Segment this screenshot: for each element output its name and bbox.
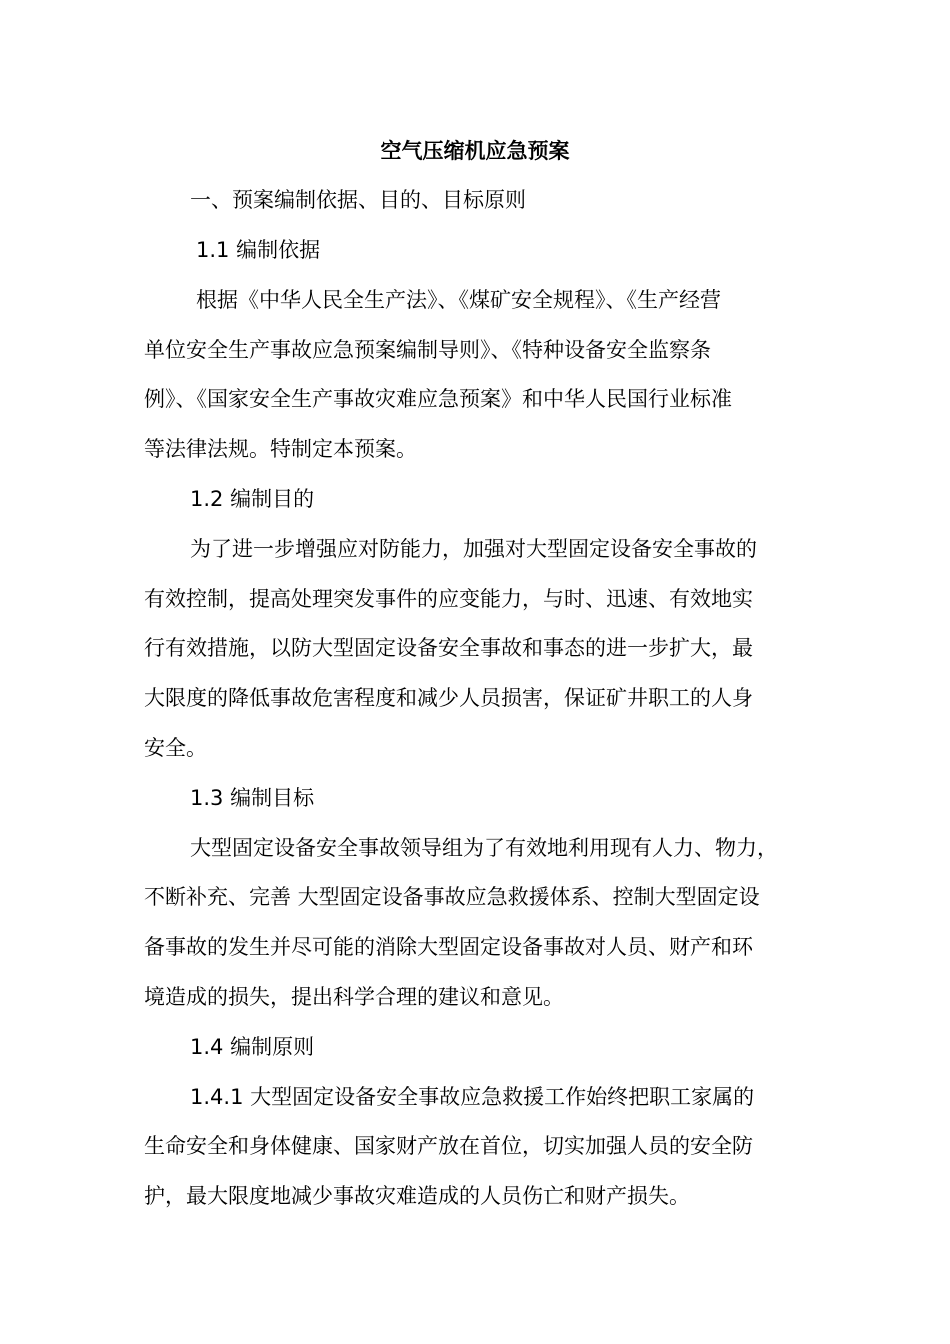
paragraph-line: 境造成的损失，提出科学合理的建议和意见。 (144, 985, 564, 1009)
subsection-heading-1-3: 1.3 编制目标 (190, 786, 315, 810)
paragraph-line: 备事故的发生并尽可能的消除大型固定设备事故对人员、财产和环 (144, 935, 753, 959)
section-heading: 一、预案编制依据、目的、目标原则 (190, 188, 526, 212)
paragraph-line: 有效控制，提高处理突发事件的应变能力，与时、迅速、有效地实 (144, 587, 753, 611)
document-title: 空气压缩机应急预案 (380, 139, 570, 163)
subsection-heading-1-1: 1.1 编制依据 (196, 238, 321, 262)
paragraph-line: 护，最大限度地减少事故灾难造成的人员伤亡和财产损失。 (144, 1184, 690, 1208)
paragraph-line: 大型固定设备安全事故领导组为了有效地利用现有人力、物力， (190, 836, 778, 860)
paragraph-line: 根据《中华人民全生产法》、《煤矿安全规程》、《生产经营 (196, 288, 721, 312)
paragraph-line: 例》、《国家安全生产事故灾难应急预案》和中华人民国行业标准 (144, 387, 732, 411)
subsection-heading-1-2: 1.2 编制目的 (190, 487, 315, 511)
paragraph-line: 单位安全生产事故应急预案编制导则》、《特种设备安全监察条 (144, 338, 711, 362)
paragraph-line: 为了进一步增强应对防能力，加强对大型固定设备安全事故的 (190, 537, 757, 561)
paragraph-line: 大限度的降低事故危害程度和减少人员损害，保证矿井职工的人身 (144, 686, 753, 710)
subsection-heading-1-4: 1.4 编制原则 (190, 1035, 315, 1059)
paragraph-line: 生命安全和身体健康、国家财产放在首位，切实加强人员的安全防 (144, 1134, 753, 1158)
paragraph-line: 行有效措施，以防大型固定设备安全事故和事态的进一步扩大，最 (144, 636, 753, 660)
paragraph-line: 安全。 (144, 736, 207, 760)
paragraph-line: 等法律法规。特制定本预案。 (144, 437, 417, 461)
paragraph-line: 1.4.1 大型固定设备安全事故应急救援工作始终把职工家属的 (190, 1085, 755, 1109)
paragraph-line: 不断补充、完善 大型固定设备事故应急救援体系、控制大型固定设 (144, 885, 760, 909)
